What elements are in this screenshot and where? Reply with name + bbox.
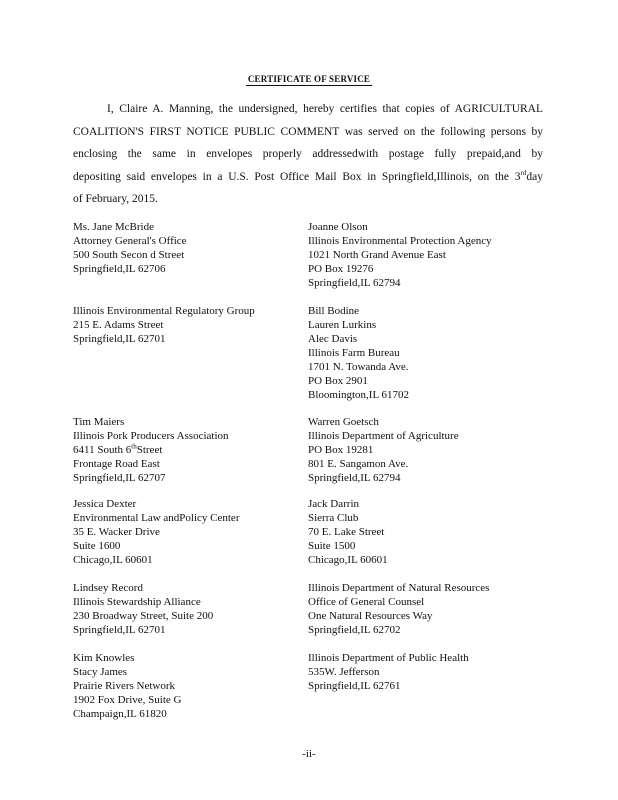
address-line: Illinois Pork Producers Association	[73, 430, 229, 442]
address-line: Springfield,IL 62702	[308, 624, 401, 636]
recipient-public-health	[308, 651, 469, 693]
street-number: 6411 South 6	[73, 444, 132, 456]
body-line-4-text: depositing said envelopes in a U.S. Post Office Mail Box in Springfield,Illinois, on the 3	[73, 170, 521, 183]
address-line: Suite 1600	[73, 540, 121, 552]
address-line: Warren Goetsch	[308, 416, 379, 428]
address-line: 1021 North Grand Avenue East	[308, 249, 446, 261]
body-line-4	[73, 166, 543, 189]
recipient-ierg	[73, 304, 255, 346]
address-line: 1701 N. Towanda Ave.	[308, 361, 409, 373]
address-line: Alec Davis	[308, 333, 358, 345]
address-line: Attorney General's Office	[73, 235, 187, 247]
recipient-mcbride	[73, 220, 187, 276]
address-line: Kim Knowles	[73, 652, 135, 664]
address-line: Illinois Department of Agriculture	[308, 430, 459, 442]
address-line: 70 E. Lake Street	[308, 526, 385, 538]
address-line: Illinois Environmental Regulatory Group	[73, 305, 255, 317]
address-line: Springfield,IL 62761	[308, 680, 401, 692]
date-suffix: rd	[520, 168, 527, 177]
address-line: Jessica Dexter	[73, 498, 137, 510]
address-line: Stacy James	[73, 666, 128, 678]
address-line: Suite 1500	[308, 540, 356, 552]
address-line: Springfield,IL 62707	[73, 472, 166, 484]
address-line	[73, 443, 229, 457]
address-line: 801 E. Sangamon Ave.	[308, 458, 409, 470]
recipient-elpc	[73, 497, 239, 567]
address-line: 1902 Fox Drive, Suite G	[73, 694, 182, 706]
address-line: 230 Broadway Street, Suite 200	[73, 610, 214, 622]
address-line: Springfield,IL 62701	[73, 624, 166, 636]
recipient-dnr	[308, 581, 489, 637]
body-line-2: COALITION'S FIRST NOTICE PUBLIC COMMENT was served on the following persons by	[73, 125, 543, 138]
address-line: Springfield,IL 62701	[73, 333, 166, 345]
address-line: Joanne Olson	[308, 221, 368, 233]
body-line-5: of February, 2015.	[73, 193, 158, 205]
address-line: 535W. Jefferson	[308, 666, 380, 678]
address-line: Illinois Department of Public Health	[308, 652, 469, 664]
recipient-stewardship	[73, 581, 213, 637]
title-text: CERTIFICATE OF SERVICE	[247, 74, 371, 84]
address-line: Lauren Lurkins	[308, 319, 377, 331]
body-line-1: I, Claire A. Manning, the undersigned, hereby certifies that copies of AGRICULTURAL	[107, 103, 543, 115]
address-line: Prairie Rivers Network	[73, 680, 176, 692]
address-line: Illinois Environmental Protection Agency	[308, 235, 492, 247]
page-number: -ii-	[302, 748, 316, 760]
recipient-pork-producers	[73, 415, 229, 485]
address-line: Sierra Club	[308, 512, 359, 524]
street-word: Street	[136, 444, 163, 456]
address-line: Lindsey Record	[73, 582, 143, 594]
address-line: Tim Maiers	[73, 416, 125, 428]
recipient-prairie-rivers	[73, 651, 181, 721]
address-line: Bill Bodine	[308, 305, 360, 317]
address-line: Illinois Farm Bureau	[308, 347, 400, 359]
address-line: Champaign,IL 61820	[73, 708, 167, 720]
recipient-sierra-club	[308, 497, 388, 567]
address-line: Frontage Road East	[73, 458, 160, 470]
address-line: Jack Darrin	[308, 498, 360, 510]
address-line: Springfield,IL 62794	[308, 472, 401, 484]
recipient-dept-agriculture	[308, 415, 459, 485]
address-line: Illinois Stewardship Alliance	[73, 596, 201, 608]
body-line-4-end: day	[526, 170, 543, 183]
certificate-body	[73, 98, 543, 211]
address-line: Environmental Law andPolicy Center	[73, 512, 240, 524]
recipient-farm-bureau	[308, 304, 409, 402]
address-line: Springfield,IL 62706	[73, 263, 166, 275]
address-line: Chicago,IL 60601	[308, 554, 388, 566]
address-line: 500 South Secon d Street	[73, 249, 185, 261]
recipient-olson	[308, 220, 492, 290]
address-line: One Natural Resources Way	[308, 610, 433, 622]
address-line: 215 E. Adams Street	[73, 319, 164, 331]
ordinal-suffix: th	[131, 442, 137, 451]
address-line: 35 E. Wacker Drive	[73, 526, 160, 538]
address-line: PO Box 19276	[308, 263, 374, 275]
body-line-3: enclosing the same in envelopes properly addressedwith postage fully prepaid,and by	[73, 148, 543, 160]
address-line: PO Box 2901	[308, 375, 368, 387]
address-line: Chicago,IL 60601	[73, 554, 153, 566]
address-line: Bloomington,IL 61702	[308, 389, 410, 401]
address-line: Illinois Department of Natural Resources	[308, 582, 490, 594]
address-line: Ms. Jane McBride	[73, 221, 154, 233]
address-line: Office of General Counsel	[308, 596, 425, 608]
address-line: PO Box 19281	[308, 444, 374, 456]
page-title	[0, 74, 618, 84]
address-line: Springfield,IL 62794	[308, 277, 401, 289]
